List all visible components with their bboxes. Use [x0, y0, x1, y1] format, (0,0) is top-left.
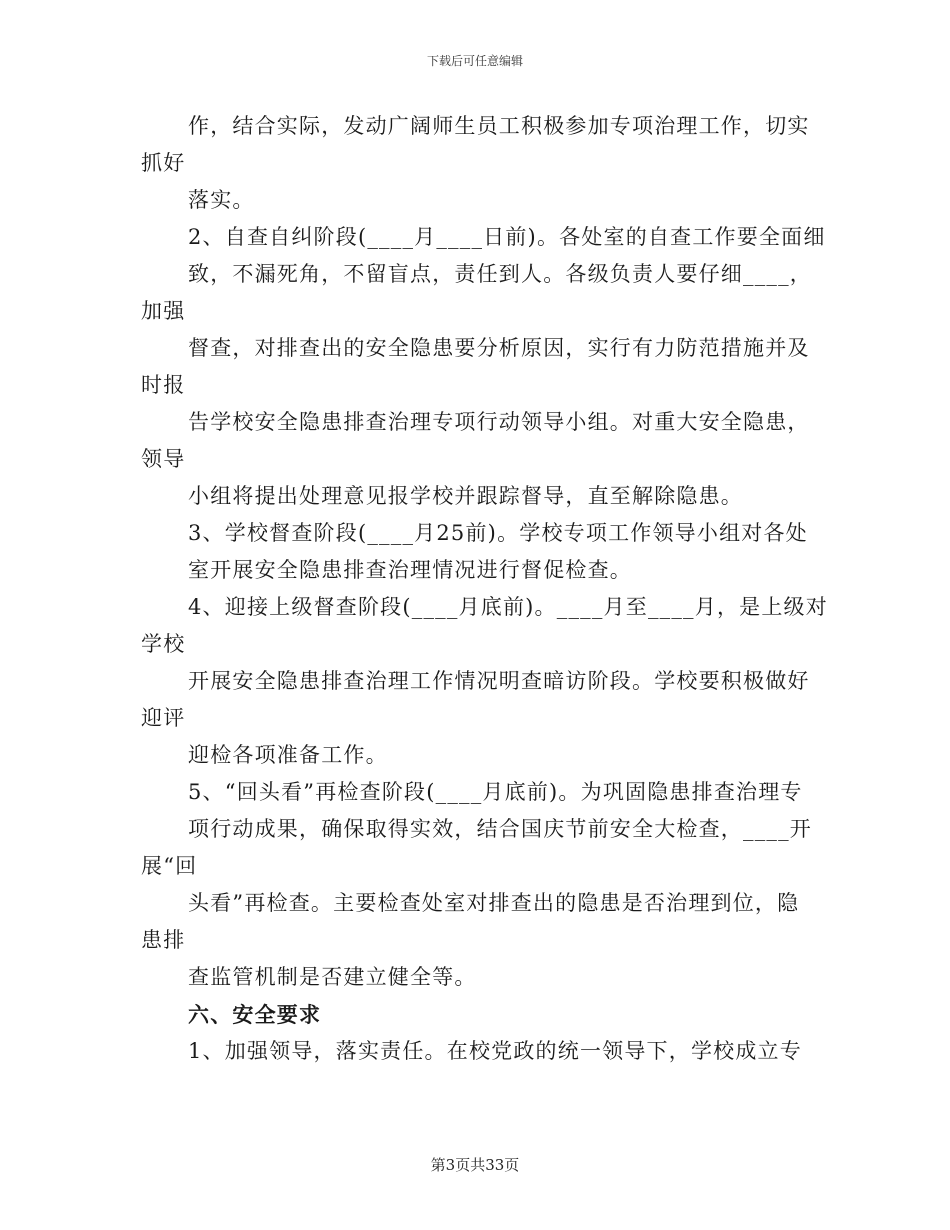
text-line: 3、学校督查阶段(____月25前)。学校专项工作领导小组对各处 — [188, 521, 808, 545]
text-line: 督查，对排查出的安全隐患要分析原因，实行有力防范措施并及 — [188, 336, 810, 360]
text-line: 学校 — [141, 632, 186, 656]
text-line: 加强 — [141, 299, 186, 323]
text-line: 作，结合实际，发动广阔师生员工积极参加专项治理工作，切实 — [188, 114, 810, 138]
page-header: 下载后可任意编辑 — [426, 54, 523, 68]
text-line: 患排 — [141, 928, 186, 952]
text-line: 项行动成果，确保取得实效，结合国庆节前安全大检查，____开 — [188, 817, 812, 841]
section-heading: 六、安全要求 — [188, 1002, 322, 1027]
text-line: 展“回 — [141, 854, 198, 878]
text-line: 致，不漏死角，不留盲点，责任到人。各级负责人要仔细____， — [188, 262, 812, 286]
text-line: 4、迎接上级督查阶段(____月底前)。____月至____月，是上级对 — [188, 595, 828, 619]
text-line: 室开展安全隐患排查治理情况进行督促检查。 — [188, 558, 632, 582]
text-line: 头看”再检查。主要检查处室对排查出的隐患是否治理到位，隐 — [188, 891, 800, 915]
text-line: 迎评 — [141, 706, 186, 730]
text-line: 时报 — [141, 373, 186, 397]
text-line: 5、“回头看”再检查阶段(____月底前)。为巩固隐患排查治理专 — [188, 780, 803, 804]
text-line: 落实。 — [188, 188, 255, 212]
text-line: 查监管机制是否建立健全等。 — [188, 965, 477, 989]
text-line: 迎检各项准备工作。 — [188, 743, 388, 767]
page-footer: 第3页共33页 — [430, 1156, 520, 1174]
text-line: 小组将提出处理意见报学校并跟踪督导，直至解除隐患。 — [188, 484, 743, 508]
text-line: 2、自查自纠阶段(____月____日前)。各处室的自查工作要全面细 — [188, 225, 826, 249]
text-line: 领导 — [141, 447, 186, 471]
text-line: 开展安全隐患排查治理工作情况明查暗访阶段。学校要积极做好 — [188, 669, 810, 693]
text-line: 抓好 — [141, 151, 186, 175]
text-line: 1、加强领导，落实责任。在校党政的统一领导下，学校成立专 — [188, 1039, 802, 1063]
text-line: 告学校安全隐患排查治理专项行动领导小组。对重大安全隐患， — [188, 410, 810, 434]
